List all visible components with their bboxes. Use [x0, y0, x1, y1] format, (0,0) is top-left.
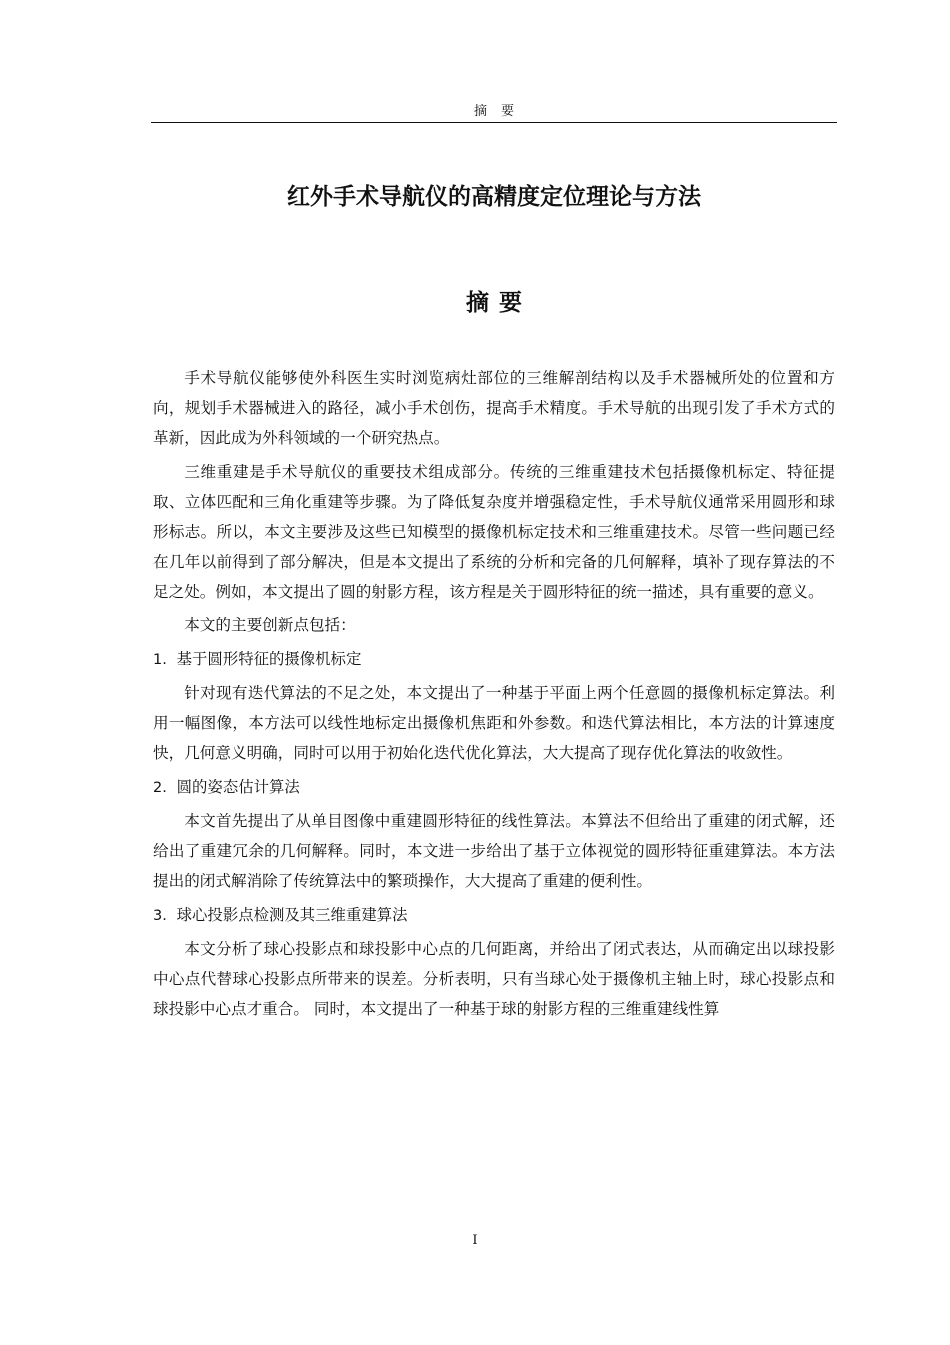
- list-item-title: 圆的姿态估计算法: [176, 777, 300, 796]
- list-item-heading: [153, 644, 835, 675]
- list-item-body: 本文分析了球心投影点和球投影中心点的几何距离，并给出了闭式表达，从而确定出以球投影中心点代替球心投影点所带来的误差。分析表明，只有当球心处于摄像机主轴上时，球心投影点和球投影中心点才重合。 同时，本文提出了一种基于球的射影方程的三维重建线性算: [153, 940, 835, 1018]
- list-item-heading: [153, 772, 835, 803]
- header-rule: [151, 122, 837, 123]
- list-item-number: 2.: [153, 779, 167, 796]
- list-item-body: 本文首先提出了从单目图像中重建圆形特征的线性算法。本算法不但给出了重建的闭式解，还给出了重建冗余的几何解释。同时，本文进一步给出了基于立体视觉的圆形特征重建算法。本方法提出的闭式解消除了传统算法中的繁琐操作，大大提高了重建的便利性。: [153, 812, 835, 890]
- section-heading: 摘要: [466, 290, 532, 316]
- paragraph: 三维重建是手术导航仪的重要技术组成部分。传统的三维重建技术包括摄像机标定、特征提取、立体匹配和三角化重建等步骤。为了降低复杂度并增强稳定性，手术导航仪通常采用圆形和球形标志。所以，本文主要涉及这些已知模型的摄像机标定技术和三维重建技术。尽管一些问题已经在几年以前得到了部分解决，但是本文提出了系统的分析和完备的几何解释，填补了现存算法的不足之处。例如，本文提出了圆的射影方程，该方程是关于圆形特征的统一描述，具有重要的意义。: [153, 462, 835, 601]
- document-title: 红外手术导航仪的高精度定位理论与方法: [287, 184, 701, 210]
- paragraph: 本文的主要创新点包括：: [184, 616, 356, 634]
- page-number: I: [472, 1233, 478, 1248]
- list-item-number: 3.: [153, 907, 167, 924]
- paragraph: 手术导航仪能够使外科医生实时浏览病灶部位的三维解剖结构以及手术器械所处的位置和方向，规划手术器械进入的路径，减小手术创伤，提高手术精度。手术导航的出现引发了手术方式的革新，因此成为外科领域的一个研究热点。: [153, 369, 835, 447]
- running-header: 摘要: [473, 104, 528, 119]
- list-item-title: 球心投影点检测及其三维重建算法: [176, 905, 408, 924]
- list-item-title: 基于圆形特征的摄像机标定: [176, 649, 362, 668]
- list-item-number: 1.: [153, 651, 167, 668]
- abstract-body: [153, 363, 835, 1028]
- list-item-body: 针对现有迭代算法的不足之处，本文提出了一种基于平面上两个任意圆的摄像机标定算法。利用一幅图像，本方法可以线性地标定出摄像机焦距和外参数。和迭代算法相比，本方法的计算速度快，几何意义明确，同时可以用于初始化迭代优化算法，大大提高了现存优化算法的收敛性。: [153, 684, 835, 762]
- list-item-heading: [153, 900, 835, 931]
